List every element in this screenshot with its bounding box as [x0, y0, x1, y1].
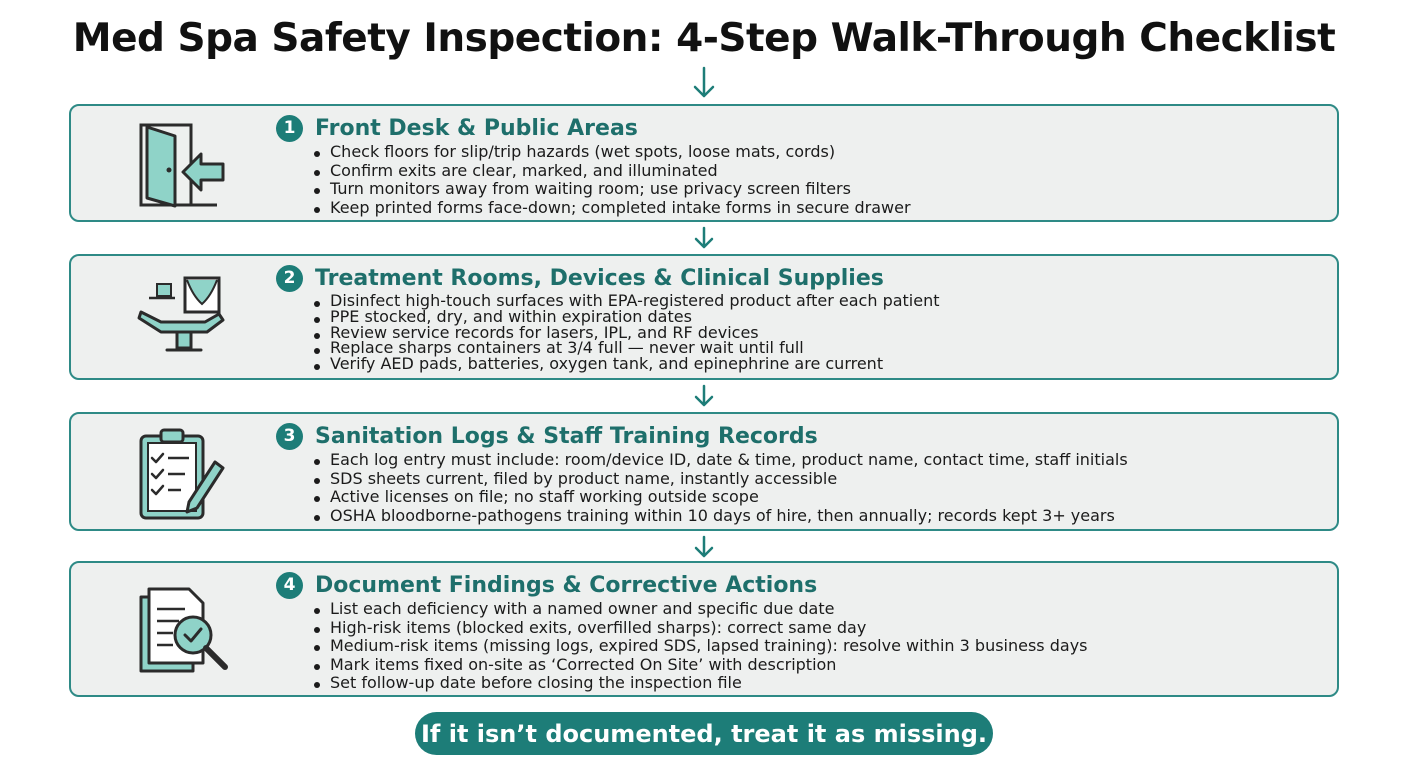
treatment-chair-icon — [135, 270, 231, 366]
step-card-2 — [69, 254, 1339, 380]
door-exit-icon — [135, 118, 231, 214]
checklist-item: Medium-risk items (missing logs, expired SDS, lapsed training): resolve within 3 business days — [310, 637, 1317, 656]
down-arrow-icon — [692, 384, 716, 408]
checklist-item: Active licenses on file; no staff working outside scope — [310, 488, 1317, 507]
checklist-item: SDS sheets current, filed by product name, instantly accessible — [310, 470, 1317, 489]
checklist-item: Verify AED pads, batteries, oxygen tank, and epinephrine are current — [310, 356, 1317, 372]
step-heading: Treatment Rooms, Devices & Clinical Supplies — [315, 265, 884, 291]
checklist-item: Keep printed forms face-down; completed intake forms in secure drawer — [310, 199, 1317, 218]
checklist-item: High-risk items (blocked exits, overfilled sharps): correct same day — [310, 619, 1317, 638]
clipboard-checklist-icon — [135, 426, 231, 522]
checklist-item: PPE stocked, dry, and within expiration dates — [310, 309, 1317, 325]
step-number-badge: 4 — [276, 572, 303, 599]
document-magnifier-icon — [135, 583, 231, 679]
step-number-badge: 3 — [276, 423, 303, 450]
down-arrow-icon — [692, 226, 716, 250]
checklist-item: OSHA bloodborne-pathogens training within 10 days of hire, then annually; records kept 3+ years — [310, 507, 1317, 526]
down-arrow-icon — [692, 66, 716, 100]
checklist-item: Review service records for lasers, IPL, and RF devices — [310, 325, 1317, 341]
checklist-item: Check floors for slip/trip hazards (wet spots, loose mats, cords) — [310, 143, 1317, 162]
step-card-3 — [69, 412, 1339, 531]
checklist-item: List each deficiency with a named owner and specific due date — [310, 600, 1317, 619]
step-heading: Document Findings & Corrective Actions — [315, 572, 818, 598]
step-heading: Front Desk & Public Areas — [315, 115, 638, 141]
step-heading: Sanitation Logs & Staff Training Records — [315, 423, 818, 449]
checklist-item: Turn monitors away from waiting room; use privacy screen filters — [310, 180, 1317, 199]
checklist-item: Mark items fixed on-site as ‘Corrected On Site’ with description — [310, 656, 1317, 675]
footer-banner: If it isn’t documented, treat it as missing. — [415, 712, 993, 755]
checklist-item: Each log entry must include: room/device ID, date & time, product name, contact time, staff initials — [310, 451, 1317, 470]
page-title: Med Spa Safety Inspection: 4-Step Walk-Through Checklist — [72, 16, 1336, 61]
step-card-4 — [69, 561, 1339, 697]
down-arrow-icon — [692, 535, 716, 559]
checklist-item: Confirm exits are clear, marked, and illuminated — [310, 162, 1317, 181]
step-card-1 — [69, 104, 1339, 222]
step-number-badge: 1 — [276, 115, 303, 142]
step-number-badge: 2 — [276, 265, 303, 292]
checklist-item: Set follow-up date before closing the inspection file — [310, 674, 1317, 693]
checklist-item: Replace sharps containers at 3/4 full — never wait until full — [310, 340, 1317, 356]
checklist-item: Disinfect high-touch surfaces with EPA-registered product after each patient — [310, 293, 1317, 309]
